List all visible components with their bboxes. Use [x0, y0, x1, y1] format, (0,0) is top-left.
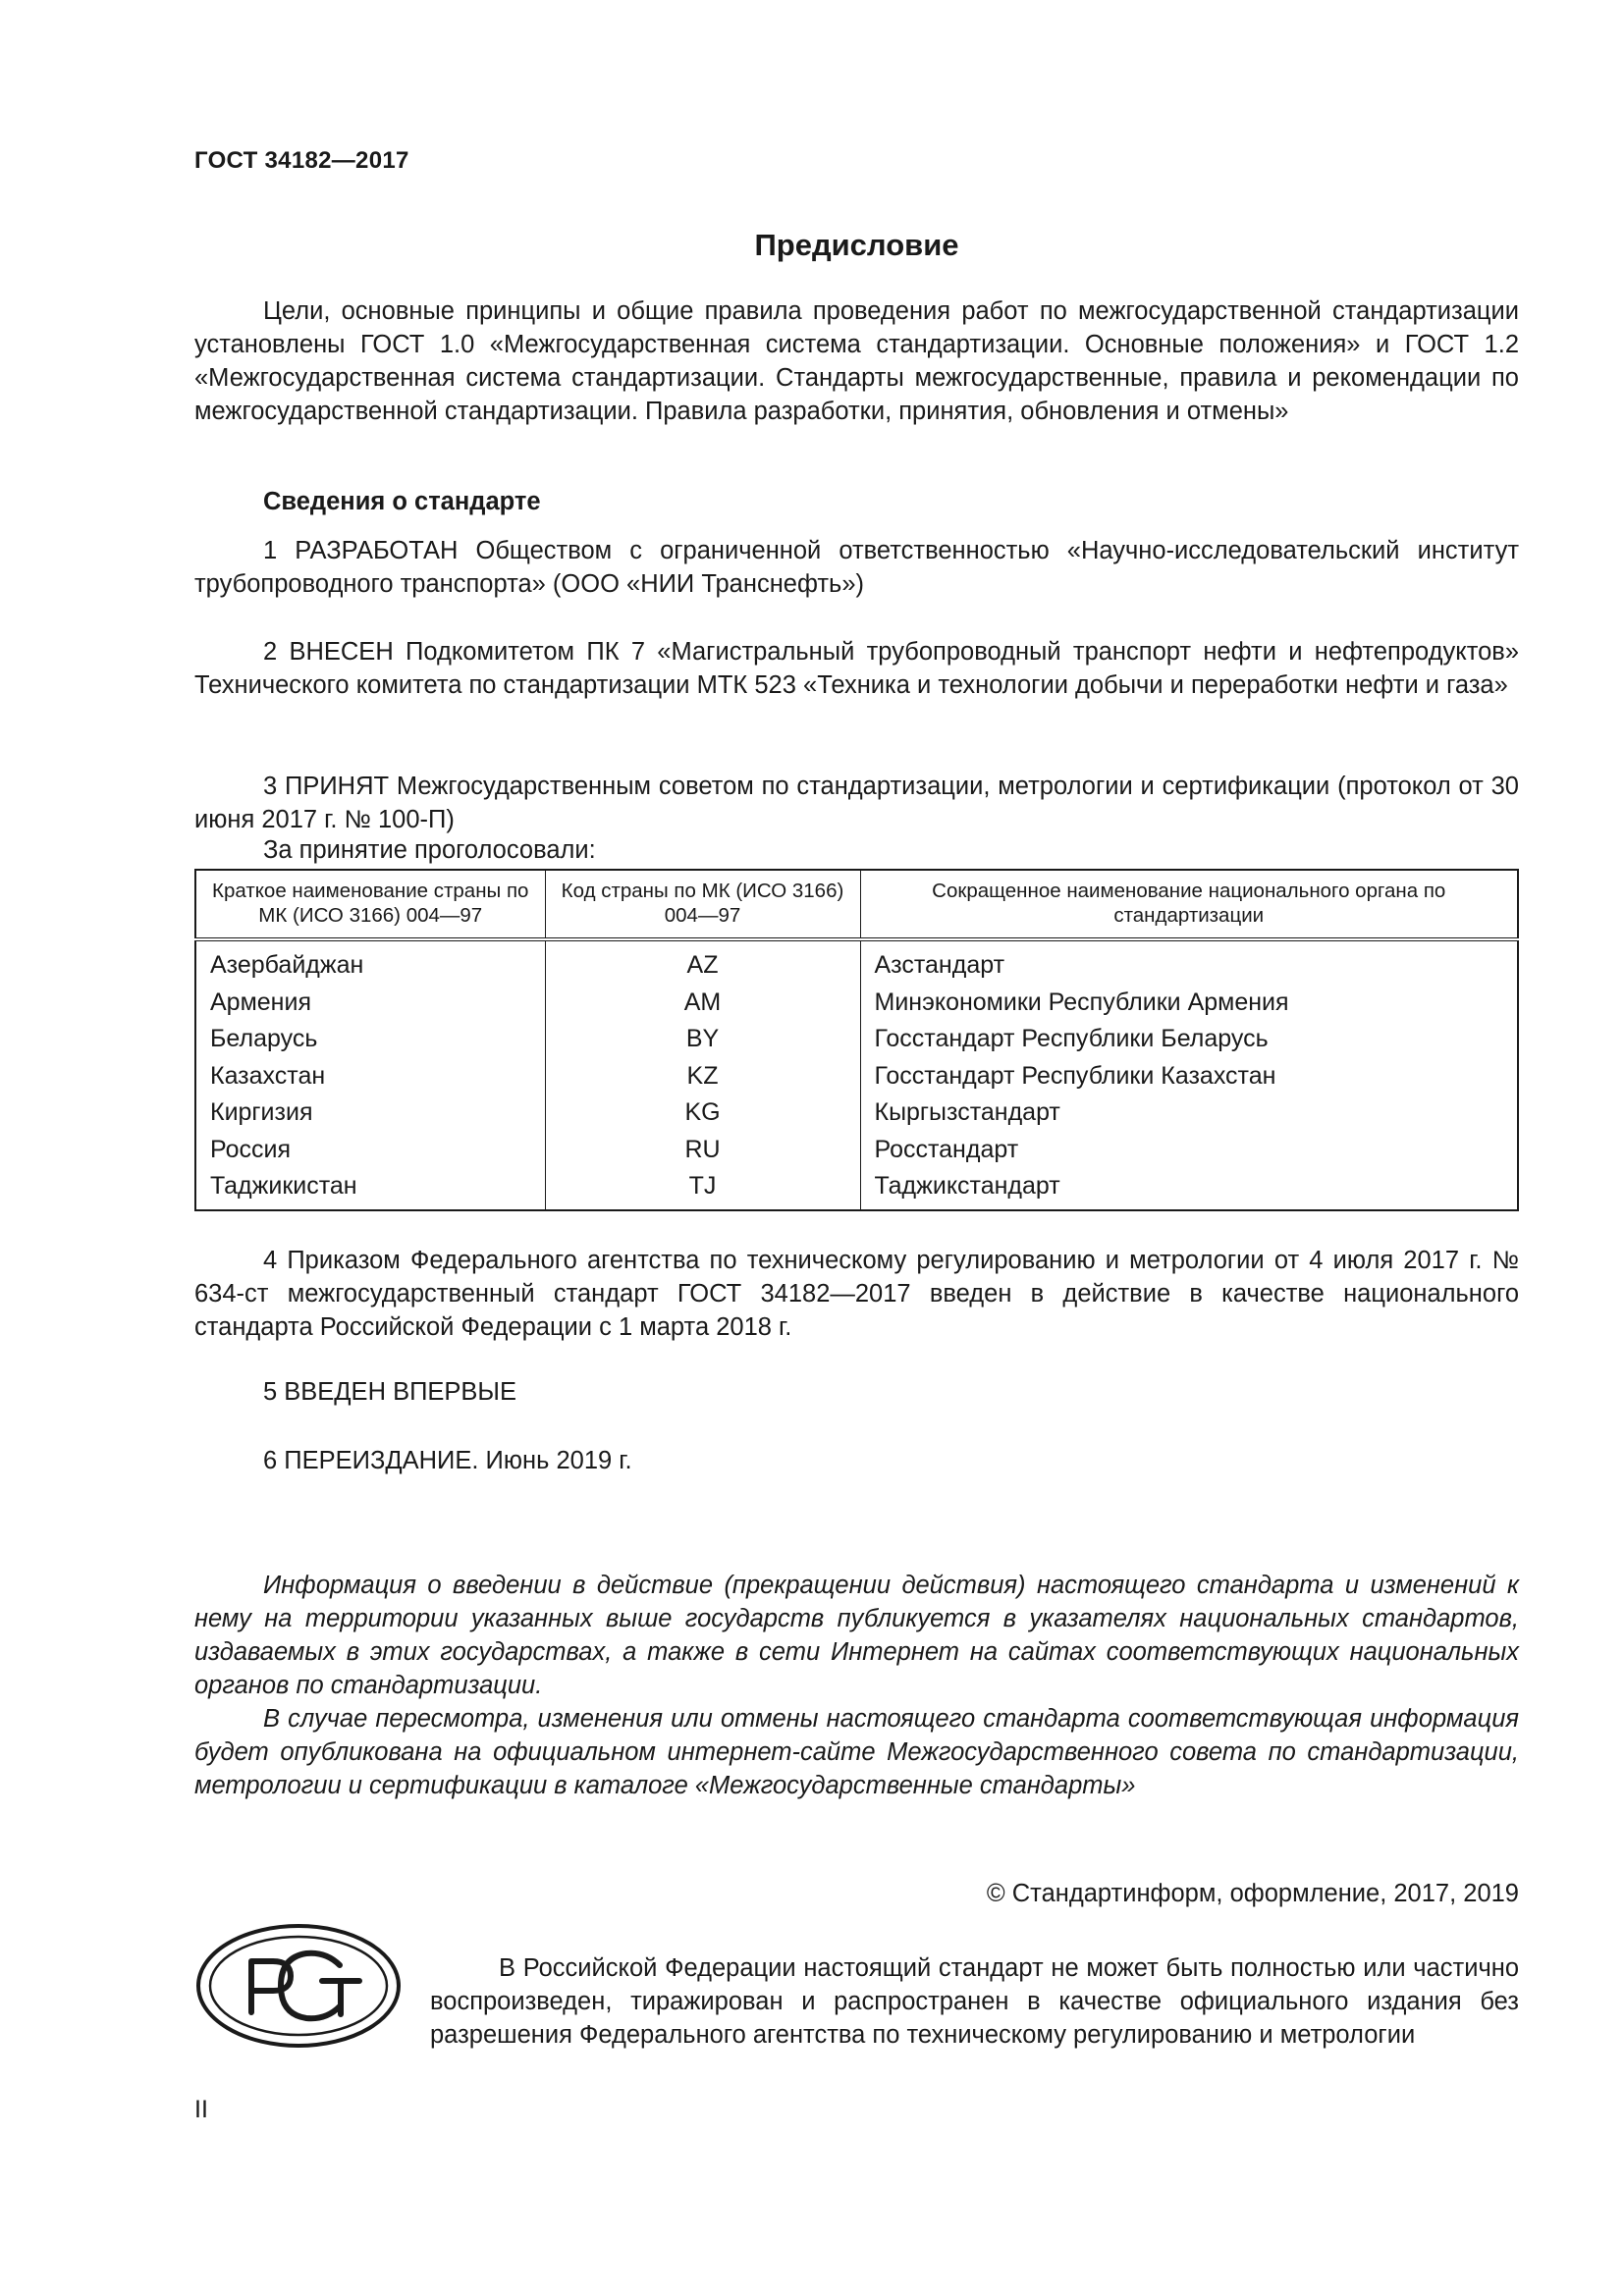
item-3-paragraph: 3 ПРИНЯТ Межгосударственным советом по стандартизации, метрологии и сертификации (протокол от 30 июня 2017 г. № 100-П)	[194, 773, 1519, 833]
vote-table	[194, 869, 1519, 1211]
cell-body: Минэкономики Республики Армения	[874, 988, 1289, 1016]
item-4-paragraph: 4 Приказом Федерального агентства по техническому регулированию и метрологии от 4 июля 2017 г. № 634-ст межгосударственный стандарт ГОСТ 34182—2017 введен в действие в качестве национального стандарта Российской Федерации с 1 марта 2018 г.	[194, 1247, 1519, 1341]
cell-code: AZ	[545, 939, 860, 985]
cell-code: KG	[545, 1095, 860, 1132]
intro-paragraph: Цели, основные принципы и общие правила проведения работ по межгосударственной стандартизации установлены ГОСТ 1.0 «Межгосударственная система стандартизации. Основные положения» и ГОСТ 1.2 «Межгосударственная система стандартизации. Стандарты межгосударственные, правила и рекомендации по межгосударственной стандартизации. Правила разработки, принятия, обновления и отмены»	[194, 297, 1519, 425]
notice-paragraph-2: В случае пересмотра, изменения или отмены настоящего стандарта соответствующая информация будет опубликована на официальном интернет-сайте Межгосударственного совета по стандартизации, метрологии и сертификации в каталоге «Межгосударственные стандарты»	[194, 1705, 1519, 1799]
item-1-paragraph: 1 РАЗРАБОТАН Обществом с ограниченной ответственностью «Научно-исследовательский институт трубопроводного транспорта» (ООО «НИИ Транснефть»)	[194, 537, 1519, 598]
vote-table-header	[195, 870, 1518, 939]
document-code: ГОСТ 34182—2017	[194, 147, 409, 174]
header-body: Сокращенное наименование национального органа по стандартизации	[932, 880, 1446, 927]
page-number: II	[194, 2096, 208, 2123]
cell-code: KZ	[545, 1058, 860, 1095]
info-heading: Сведения о стандарте	[263, 488, 541, 515]
table-row	[195, 1095, 1518, 1132]
cell-country: Армения	[195, 985, 545, 1022]
table-row	[195, 1168, 1518, 1210]
cell-country: Киргизия	[195, 1095, 545, 1132]
table-row	[195, 1132, 1518, 1169]
header-country: Краткое наименование страны по МК (ИСО 3166) 004—97	[195, 870, 545, 939]
page-title: Предисловие	[754, 228, 959, 262]
cell-body: Росстандарт	[874, 1135, 1019, 1163]
notice-paragraph-1: Информация о введении в действие (прекращении действия) настоящего стандарта и изменений к нему на территории указанных выше государств публикуется в указателях национальных стандартов, издаваемых в этих государствах, а также в сети Интернет на сайтах соответствующих национальных органов по стандартизации.	[194, 1572, 1519, 1699]
cell-country: Таджикистан	[195, 1168, 545, 1210]
table-row	[195, 1021, 1518, 1058]
vote-intro: За принятие проголосовали:	[263, 836, 596, 864]
cell-code: TJ	[545, 1168, 860, 1210]
copyright-line: © Стандартинформ, оформление, 2017, 2019	[986, 1880, 1519, 1907]
cell-body: Госстандарт Республики Беларусь	[874, 1025, 1269, 1053]
table-row	[195, 985, 1518, 1022]
item-5-paragraph: 5 ВВЕДЕН ВПЕРВЫЕ	[263, 1378, 517, 1406]
cell-country: Россия	[195, 1132, 545, 1169]
header-code: Код страны по МК (ИСО 3166) 004—97	[545, 870, 860, 939]
cell-body: Таджикстандарт	[874, 1172, 1060, 1201]
cell-country: Беларусь	[195, 1021, 545, 1058]
cell-body: Кыргызстандарт	[874, 1098, 1060, 1127]
rights-paragraph: В Российской Федерации настоящий стандарт не может быть полностью или частично воспроизведен, тиражирован и распространен в качестве официального издания без разрешения Федерального агентства по техническому регулированию и метрологии	[430, 1954, 1519, 2049]
cell-code: AM	[545, 985, 860, 1022]
item-2-paragraph: 2 ВНЕСЕН Подкомитетом ПК 7 «Магистральный трубопроводный транспорт нефти и нефтепродуктов» Технического комитета по стандартизации МТК 523 «Техника и технологии добычи и переработки нефти и газа»	[194, 638, 1519, 699]
cell-body: Азстандарт	[874, 951, 1005, 980]
cell-body: Госстандарт Республики Казахстан	[874, 1061, 1276, 1090]
item-6-paragraph: 6 ПЕРЕИЗДАНИЕ. Июнь 2019 г.	[263, 1447, 632, 1474]
cell-country: Азербайджан	[195, 939, 545, 985]
table-row	[195, 939, 1518, 985]
cell-code: BY	[545, 1021, 860, 1058]
cell-country: Казахстан	[195, 1058, 545, 1095]
cell-code: RU	[545, 1132, 860, 1169]
table-row	[195, 1058, 1518, 1095]
rst-conformity-mark-icon	[194, 1922, 403, 2050]
document-page	[194, 0, 1519, 2296]
